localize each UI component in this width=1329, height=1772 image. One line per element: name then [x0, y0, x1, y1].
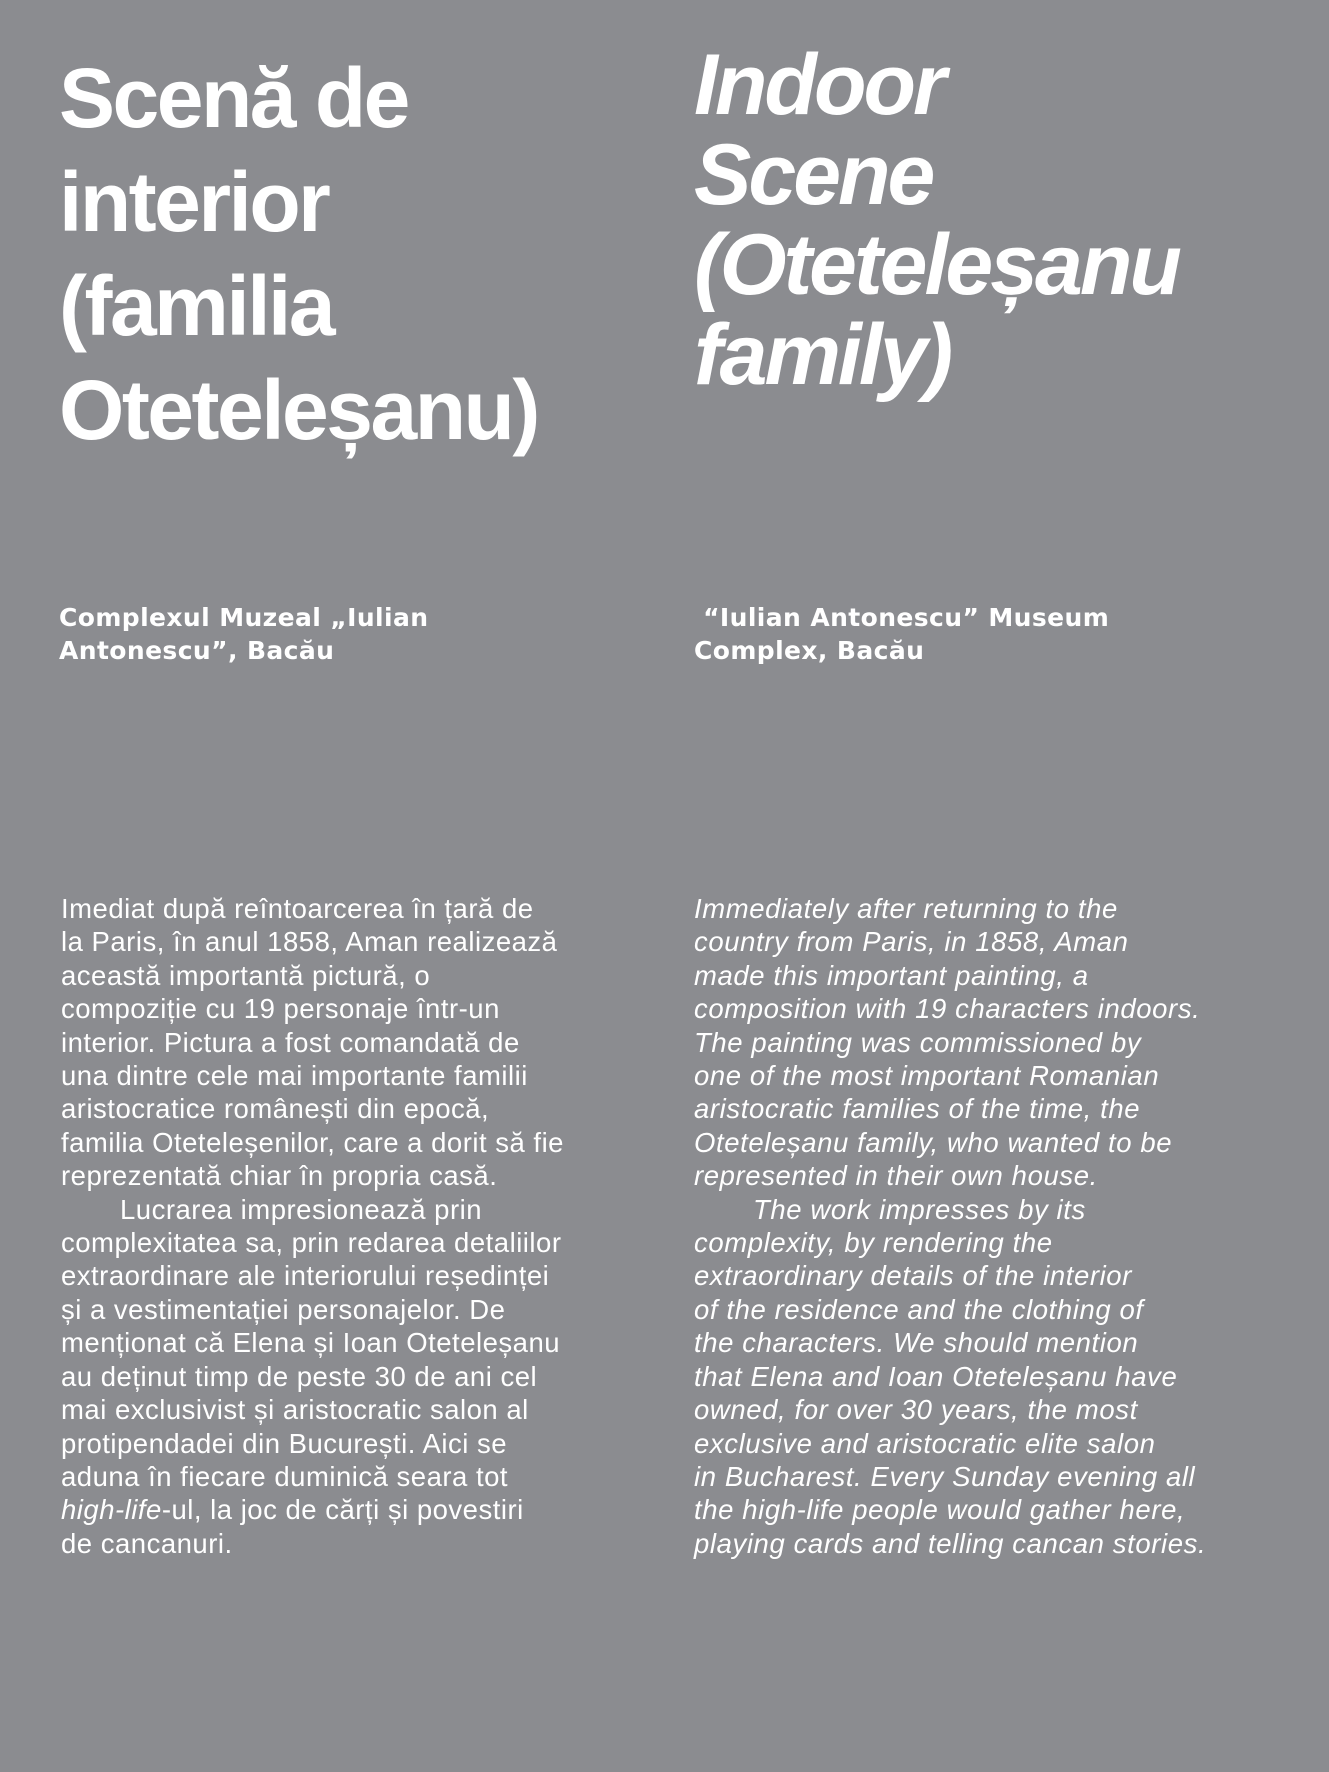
- body-line: reprezentată chiar în propria casă.: [61, 1160, 498, 1192]
- body-line: compoziție cu 19 personaje într-un: [61, 993, 500, 1025]
- body-line: [61, 1493, 564, 1526]
- body-line: Oteteleșanu family, who wanted to be: [694, 1126, 1173, 1158]
- body-line: și a vestimentației personajelor. De: [61, 1293, 506, 1325]
- title-line: Indoor: [694, 37, 944, 133]
- romanian-museum-credit: [59, 601, 428, 667]
- body-line: interior. Pictura a fost comandată de: [61, 1026, 520, 1058]
- body-line: one of the most important Romanian: [694, 1060, 1160, 1092]
- body-line: country from Paris, in 1858, Aman: [694, 926, 1129, 958]
- body-line: menționat că Elena și Ioan Oteteleșanu: [61, 1327, 561, 1359]
- body-line: extraordinare ale interiorului reședinței: [61, 1260, 550, 1292]
- body-line: aristocratic families of the time, the: [694, 1093, 1141, 1125]
- body-line: Imediat după reîntoarcerea în țară de: [61, 893, 534, 924]
- body-line: Immediately after returning to the: [694, 893, 1118, 924]
- title-line: Oteteleșanu): [59, 363, 538, 457]
- body-line: The work impresses by its: [753, 1193, 1086, 1225]
- body-line: represented in their own house.: [694, 1160, 1098, 1192]
- title-line: interior: [59, 155, 329, 249]
- body-line: de cancanuri.: [61, 1527, 233, 1559]
- body-line: the characters. We should mention: [694, 1327, 1139, 1359]
- body-line: composition with 19 characters indoors.: [694, 993, 1201, 1025]
- english-museum-credit: [694, 601, 1109, 667]
- body-line: that Elena and Ioan Oteteleșanu have: [694, 1360, 1178, 1392]
- museum-line: “Iulian Antonescu” Museum: [694, 603, 1110, 632]
- museum-line: Complex, Bacău: [694, 636, 925, 665]
- body-line: Lucrarea impresionează prin: [120, 1193, 483, 1225]
- body-line: exclusive and aristocratic elite salon: [694, 1427, 1156, 1459]
- body-line: complexity, by rendering the: [694, 1227, 1053, 1259]
- body-line: complexitatea sa, prin redarea detaliilor: [61, 1227, 562, 1259]
- body-line: of the residence and the clothing of: [694, 1293, 1144, 1325]
- title-line: (Oteteleșanu: [694, 217, 1179, 313]
- body-line: in Bucharest. Every Sunday evening all: [694, 1460, 1196, 1492]
- body-line: the high-life people would gather here,: [694, 1494, 1186, 1526]
- body-line: au deținut timp de peste 30 de ani cel: [61, 1360, 538, 1392]
- body-line: mai exclusivist și aristocratic salon al: [61, 1394, 529, 1426]
- body-line: una dintre cele mai importante familii: [61, 1060, 528, 1092]
- body-line: la Paris, în anul 1858, Aman realizează: [61, 926, 558, 958]
- body-line: aduna în fiecare duminică seara tot: [61, 1460, 509, 1492]
- body-line: owned, for over 30 years, the most: [694, 1394, 1138, 1426]
- title-line: (familia: [59, 259, 334, 353]
- title-line: Scenă de: [59, 51, 408, 145]
- body-line: made this important painting, a: [694, 959, 1089, 991]
- romanian-title: [59, 46, 538, 462]
- museum-line: Complexul Muzeal „Iulian: [59, 603, 429, 632]
- museum-line: Antonescu”, Bacău: [59, 636, 335, 665]
- body-line: playing cards and telling cancan stories.: [694, 1527, 1207, 1559]
- title-line: Scene: [694, 127, 933, 223]
- title-line: family): [694, 307, 951, 403]
- english-title: [694, 37, 1179, 403]
- body-line-rest: -ul, la joc de cărți și povestiri: [161, 1494, 524, 1526]
- body-line: această importantă pictură, o: [61, 959, 431, 991]
- body-line: protipendadei din București. Aici se: [61, 1427, 508, 1459]
- italic-term: high-life: [61, 1494, 162, 1526]
- body-line: familia Oteteleșenilor, care a dorit să fie: [61, 1126, 564, 1158]
- romanian-description: [61, 892, 564, 1560]
- body-line: The painting was commissioned by: [694, 1026, 1142, 1058]
- body-line: extraordinary details of the interior: [694, 1260, 1132, 1292]
- english-description: [694, 892, 1206, 1560]
- body-line: aristocratice românești din epocă,: [61, 1093, 490, 1125]
